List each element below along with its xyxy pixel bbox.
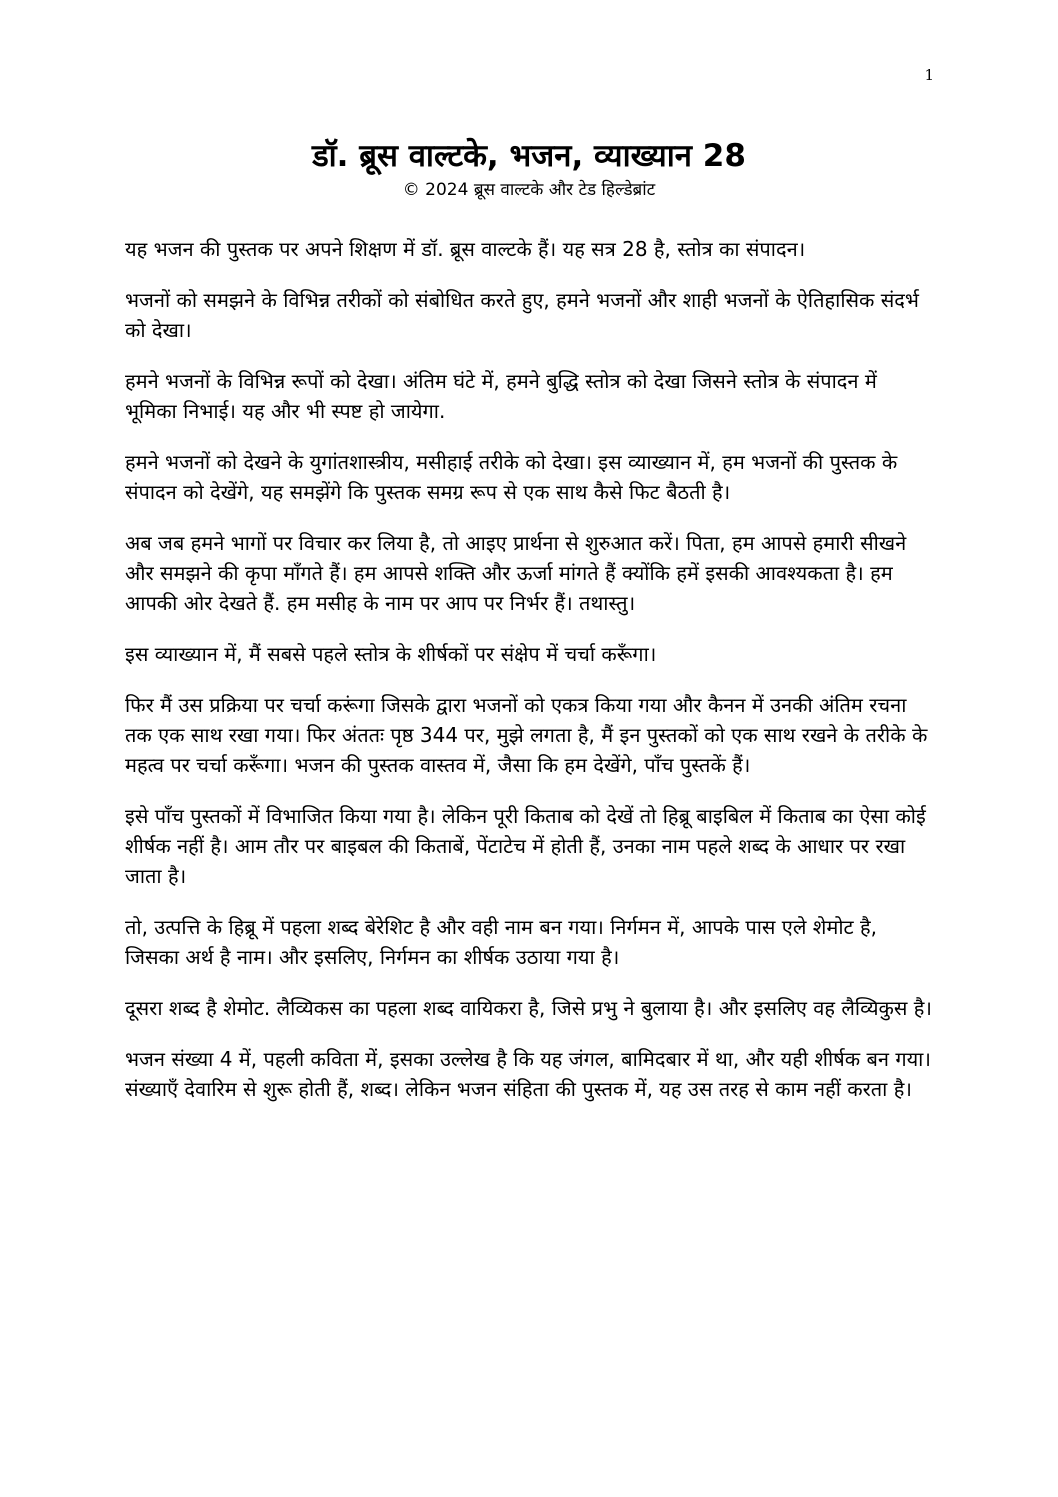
copyright-line: © 2024 ब्रूस वाल्टके और टेड हिल्डेब्रांट xyxy=(402,180,656,200)
paragraph: दूसरा शब्द है शेमोट. लैव्यिकस का पहला शब्द वायिकरा है, जिसे प्रभु ने बुलाया है। और इसलिए वह लैव्यिकुस है। xyxy=(125,996,932,1020)
paragraph: हमने भजनों को देखने के युगांतशास्त्रीय, मसीहाई तरीके को देखा। इस व्याख्यान में, हम भजनों की पुस्तक के संपादन को देखेंगे, यह समझेंगे कि पुस्तक समग्र रूप से एक साथ कैसे फिट बैठती है। xyxy=(125,450,898,504)
document-body xyxy=(125,234,933,1125)
page-number: 1 xyxy=(924,66,934,84)
paragraph: भजन संख्या 4 में, पहली कविता में, इसका उल्लेख है कि यह जंगल, बामिदबार में था, और यही शीर्षक बन गया। संख्याएँ देवारिम से शुरू होती हैं, शब्द। लेकिन भजन संहिता की पुस्तक में, यह उस तरह से काम नहीं करता है। xyxy=(125,1047,931,1101)
paragraph: तो, उत्पत्ति के हिब्रू में पहला शब्द बेरेशिट है और वही नाम बन गया। निर्गमन में, आपके पास एले शेमोट है, जिसका अर्थ है नाम। और इसलिए, निर्गमन का शीर्षक उठाया गया है। xyxy=(125,915,877,969)
paragraph: अब जब हमने भागों पर विचार कर लिया है, तो आइए प्रार्थना से शुरुआत करें। पिता, हम आपसे हमारी सीखने और समझने की कृपा माँगते हैं। हम आपसे शक्ति और ऊर्जा मांगते हैं क्योंकि हमें इसकी आवश्यकता है। हम आपकी ओर देखते हैं. हम मसीह के नाम पर आप पर निर्भर हैं। तथास्तु। xyxy=(125,531,907,615)
paragraph: भजनों को समझने के विभिन्न तरीकों को संबोधित करते हुए, हमने भजनों और शाही भजनों के ऐतिहासिक संदर्भ को देखा। xyxy=(125,288,919,342)
document-title: डॉ. ब्रूस वाल्टके, भजन, व्याख्यान 28 xyxy=(312,138,746,174)
document-header xyxy=(0,134,1058,202)
paragraph: इसे पाँच पुस्तकों में विभाजित किया गया है। लेकिन पूरी किताब को देखें तो हिब्रू बाइबिल में किताब का ऐसा कोई शीर्षक नहीं है। आम तौर पर बाइबल की किताबें, पेंटाटेच में होती हैं, उनका नाम पहले शब्द के आधार पर रखा जाता है। xyxy=(125,804,926,888)
paragraph: फिर मैं उस प्रक्रिया पर चर्चा करूंगा जिसके द्वारा भजनों को एकत्र किया गया और कैनन में उनकी अंतिम रचना तक एक साथ रखा गया। फिर अंततः पृष्ठ 344 पर, मुझे लगता है, मैं इन पुस्तकों को एक साथ रखने के तरीके के महत्व पर चर्चा करूँगा। भजन की पुस्तक वास्तव में, जैसा कि हम देखेंगे, पाँच पुस्तकें हैं। xyxy=(125,693,928,777)
paragraph: इस व्याख्यान में, मैं सबसे पहले स्तोत्र के शीर्षकों पर संक्षेप में चर्चा करूँगा। xyxy=(125,642,657,666)
paragraph: यह भजन की पुस्तक पर अपने शिक्षण में डॉ. ब्रूस वाल्टके हैं। यह सत्र 28 है, स्तोत्र का संपादन। xyxy=(125,237,806,261)
paragraph: हमने भजनों के विभिन्न रूपों को देखा। अंतिम घंटे में, हमने बुद्धि स्तोत्र को देखा जिसने स्तोत्र के संपादन में भूमिका निभाई। यह और भी स्पष्ट हो जायेगा. xyxy=(125,369,877,423)
